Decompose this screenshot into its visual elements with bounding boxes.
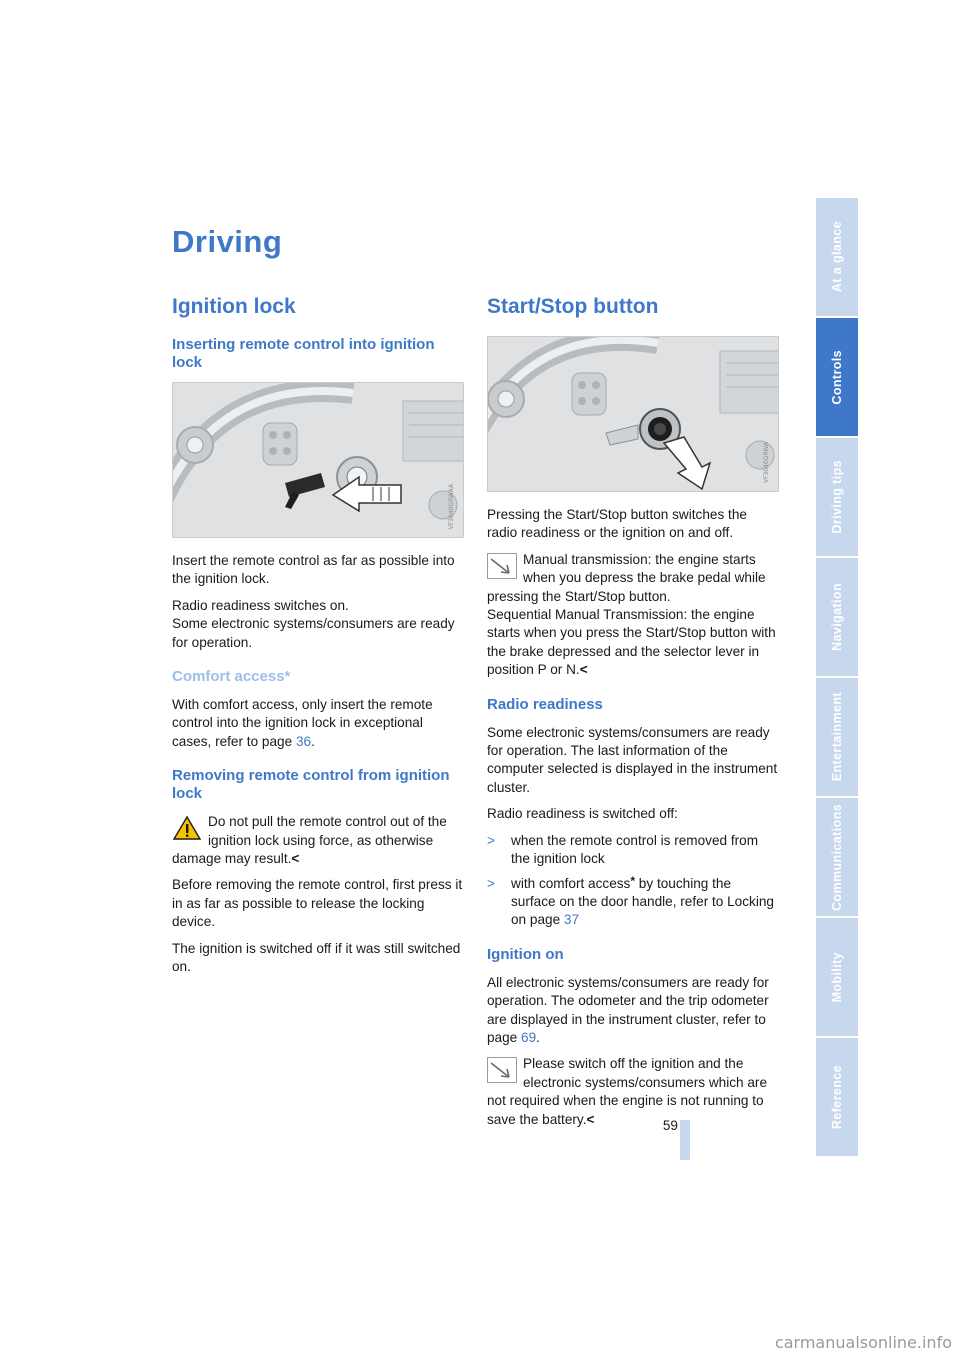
tab-label: Entertainment	[830, 692, 844, 782]
start-stop-figure	[487, 336, 779, 492]
subheading-radio-readiness: Radio readiness	[487, 695, 603, 713]
bullet-mark: >	[487, 832, 495, 848]
right-column	[487, 294, 779, 1137]
tab-navigation[interactable]	[816, 558, 858, 676]
page-link-37[interactable]: 37	[563, 912, 580, 928]
page-link-69[interactable]: 69	[521, 1029, 537, 1045]
sequential-text: Sequential Manual Transmission: the engine starts when you press the Start/Stop button with the brake depressed and the selector lever in position P or N.	[487, 607, 776, 678]
tab-label: At a glance	[830, 221, 844, 293]
text-radio-readiness-on: Radio readiness switches on.	[172, 597, 349, 613]
page-title: Driving	[172, 224, 283, 259]
paragraph-before-removing: Before removing the remote control, first press it in as far as possible to release the locking device.	[172, 877, 463, 930]
note-rest-text: pressing the Start/Stop button.	[487, 588, 671, 604]
text-systems-ready: Some electronic systems/consumers are ready for operation.	[172, 616, 455, 650]
paragraph-switched-off: The ignition is switched off if it was still switched on.	[172, 940, 461, 975]
ignition-lock-figure	[172, 382, 464, 538]
page-link-36[interactable]: 36	[295, 733, 312, 749]
note-arrow-icon	[487, 1057, 517, 1083]
list-item	[487, 875, 779, 930]
tab-driving-tips[interactable]	[816, 438, 858, 556]
paragraph-comfort-access	[172, 696, 464, 751]
list-item-text: with comfort access	[511, 875, 631, 891]
section-heading-start-stop: Start/Stop button	[487, 295, 659, 318]
tab-label: Driving tips	[830, 460, 844, 534]
paragraph-insert: Insert the remote control as far as possible into the ignition lock.	[172, 553, 455, 587]
tab-reference[interactable]	[816, 1038, 858, 1156]
warning-note	[172, 813, 464, 868]
watermark: carmanualsonline.info	[774, 1333, 952, 1352]
left-column	[172, 294, 464, 985]
list-item-text: when the remote control is removed from the ignition lock	[511, 832, 759, 867]
subheading-removing-remote: Removing remote control from ignition lock	[172, 767, 450, 803]
paragraph-radio-on	[172, 597, 464, 652]
text-period: .	[536, 1029, 540, 1045]
end-mark: <	[291, 851, 300, 867]
tab-at-a-glance[interactable]	[816, 198, 858, 316]
list-item	[487, 832, 779, 869]
tab-label: Controls	[830, 349, 844, 405]
tab-label: Communications	[830, 803, 844, 911]
text-comfort-access: With comfort access, only insert the remote control into the ignition lock in exceptional cases, refer to page	[172, 697, 433, 749]
figure-code: VF3040GRWA	[762, 441, 770, 483]
paragraph-pressing-button: Pressing the Start/Stop button switches the radio readiness or the ignition on and off.	[487, 507, 747, 541]
radio-off-list	[487, 832, 779, 930]
subheading-comfort-access: Comfort access*	[172, 668, 291, 686]
warning-rest-text: damage may result.	[172, 851, 292, 867]
manual-transmission-note	[487, 551, 779, 680]
start-stop-illustration	[488, 337, 779, 492]
note-arrow-icon	[487, 553, 517, 579]
section-heading-ignition-lock: Ignition lock	[172, 295, 296, 318]
paragraph-switched-off-when: Radio readiness is switched off:	[487, 806, 678, 822]
tab-mobility[interactable]	[816, 918, 858, 1036]
warning-triangle-icon	[172, 815, 202, 841]
chapter-tabs	[816, 198, 858, 1160]
steering-wheel-illustration	[173, 383, 464, 538]
subheading-inserting-remote: Inserting remote control into ignition lock	[172, 336, 435, 371]
tab-label: Reference	[830, 1064, 844, 1130]
note-rest-text: not required when the engine is not running to save the battery.	[487, 1093, 764, 1127]
note-lead-text: Manual transmission: the engine starts when you depress the brake pedal while	[523, 551, 766, 586]
figure-code: VF3040GRWAA	[447, 483, 455, 529]
text-ignition-on: All electronic systems/consumers are ready for operation. The odometer and the trip odometer are displayed in the instrument cluster, refer to page	[487, 974, 769, 1045]
paragraph-ignition-on	[487, 974, 779, 1048]
tab-label: Mobility	[830, 951, 844, 1003]
end-mark: <	[586, 1111, 595, 1127]
tab-label: Navigation	[830, 583, 844, 651]
page-number-bar	[680, 1120, 690, 1160]
tab-controls[interactable]	[816, 318, 858, 436]
note-lead-text: Please switch off the ignition and the electronic systems/consumers which are	[523, 1056, 768, 1090]
optional-equipment-star: *	[630, 873, 636, 888]
tab-communications[interactable]	[816, 798, 858, 916]
page-number: 59	[662, 1118, 678, 1133]
text-period: .	[311, 733, 315, 749]
warning-lead-text: Do not pull the remote control out of the ignition lock using force, as otherwise	[208, 814, 447, 848]
subheading-ignition-on: Ignition on	[487, 945, 564, 963]
paragraph-radio-readiness: Some electronic systems/consumers are ready for operation. The last information of the computer selected is displayed in the instrument cluster.	[487, 724, 778, 795]
tab-entertainment[interactable]	[816, 678, 858, 796]
list-item-text: by touching the surface on the door handle, refer to Locking on page	[511, 875, 774, 928]
bullet-mark: >	[487, 875, 495, 891]
end-mark: <	[579, 662, 588, 678]
